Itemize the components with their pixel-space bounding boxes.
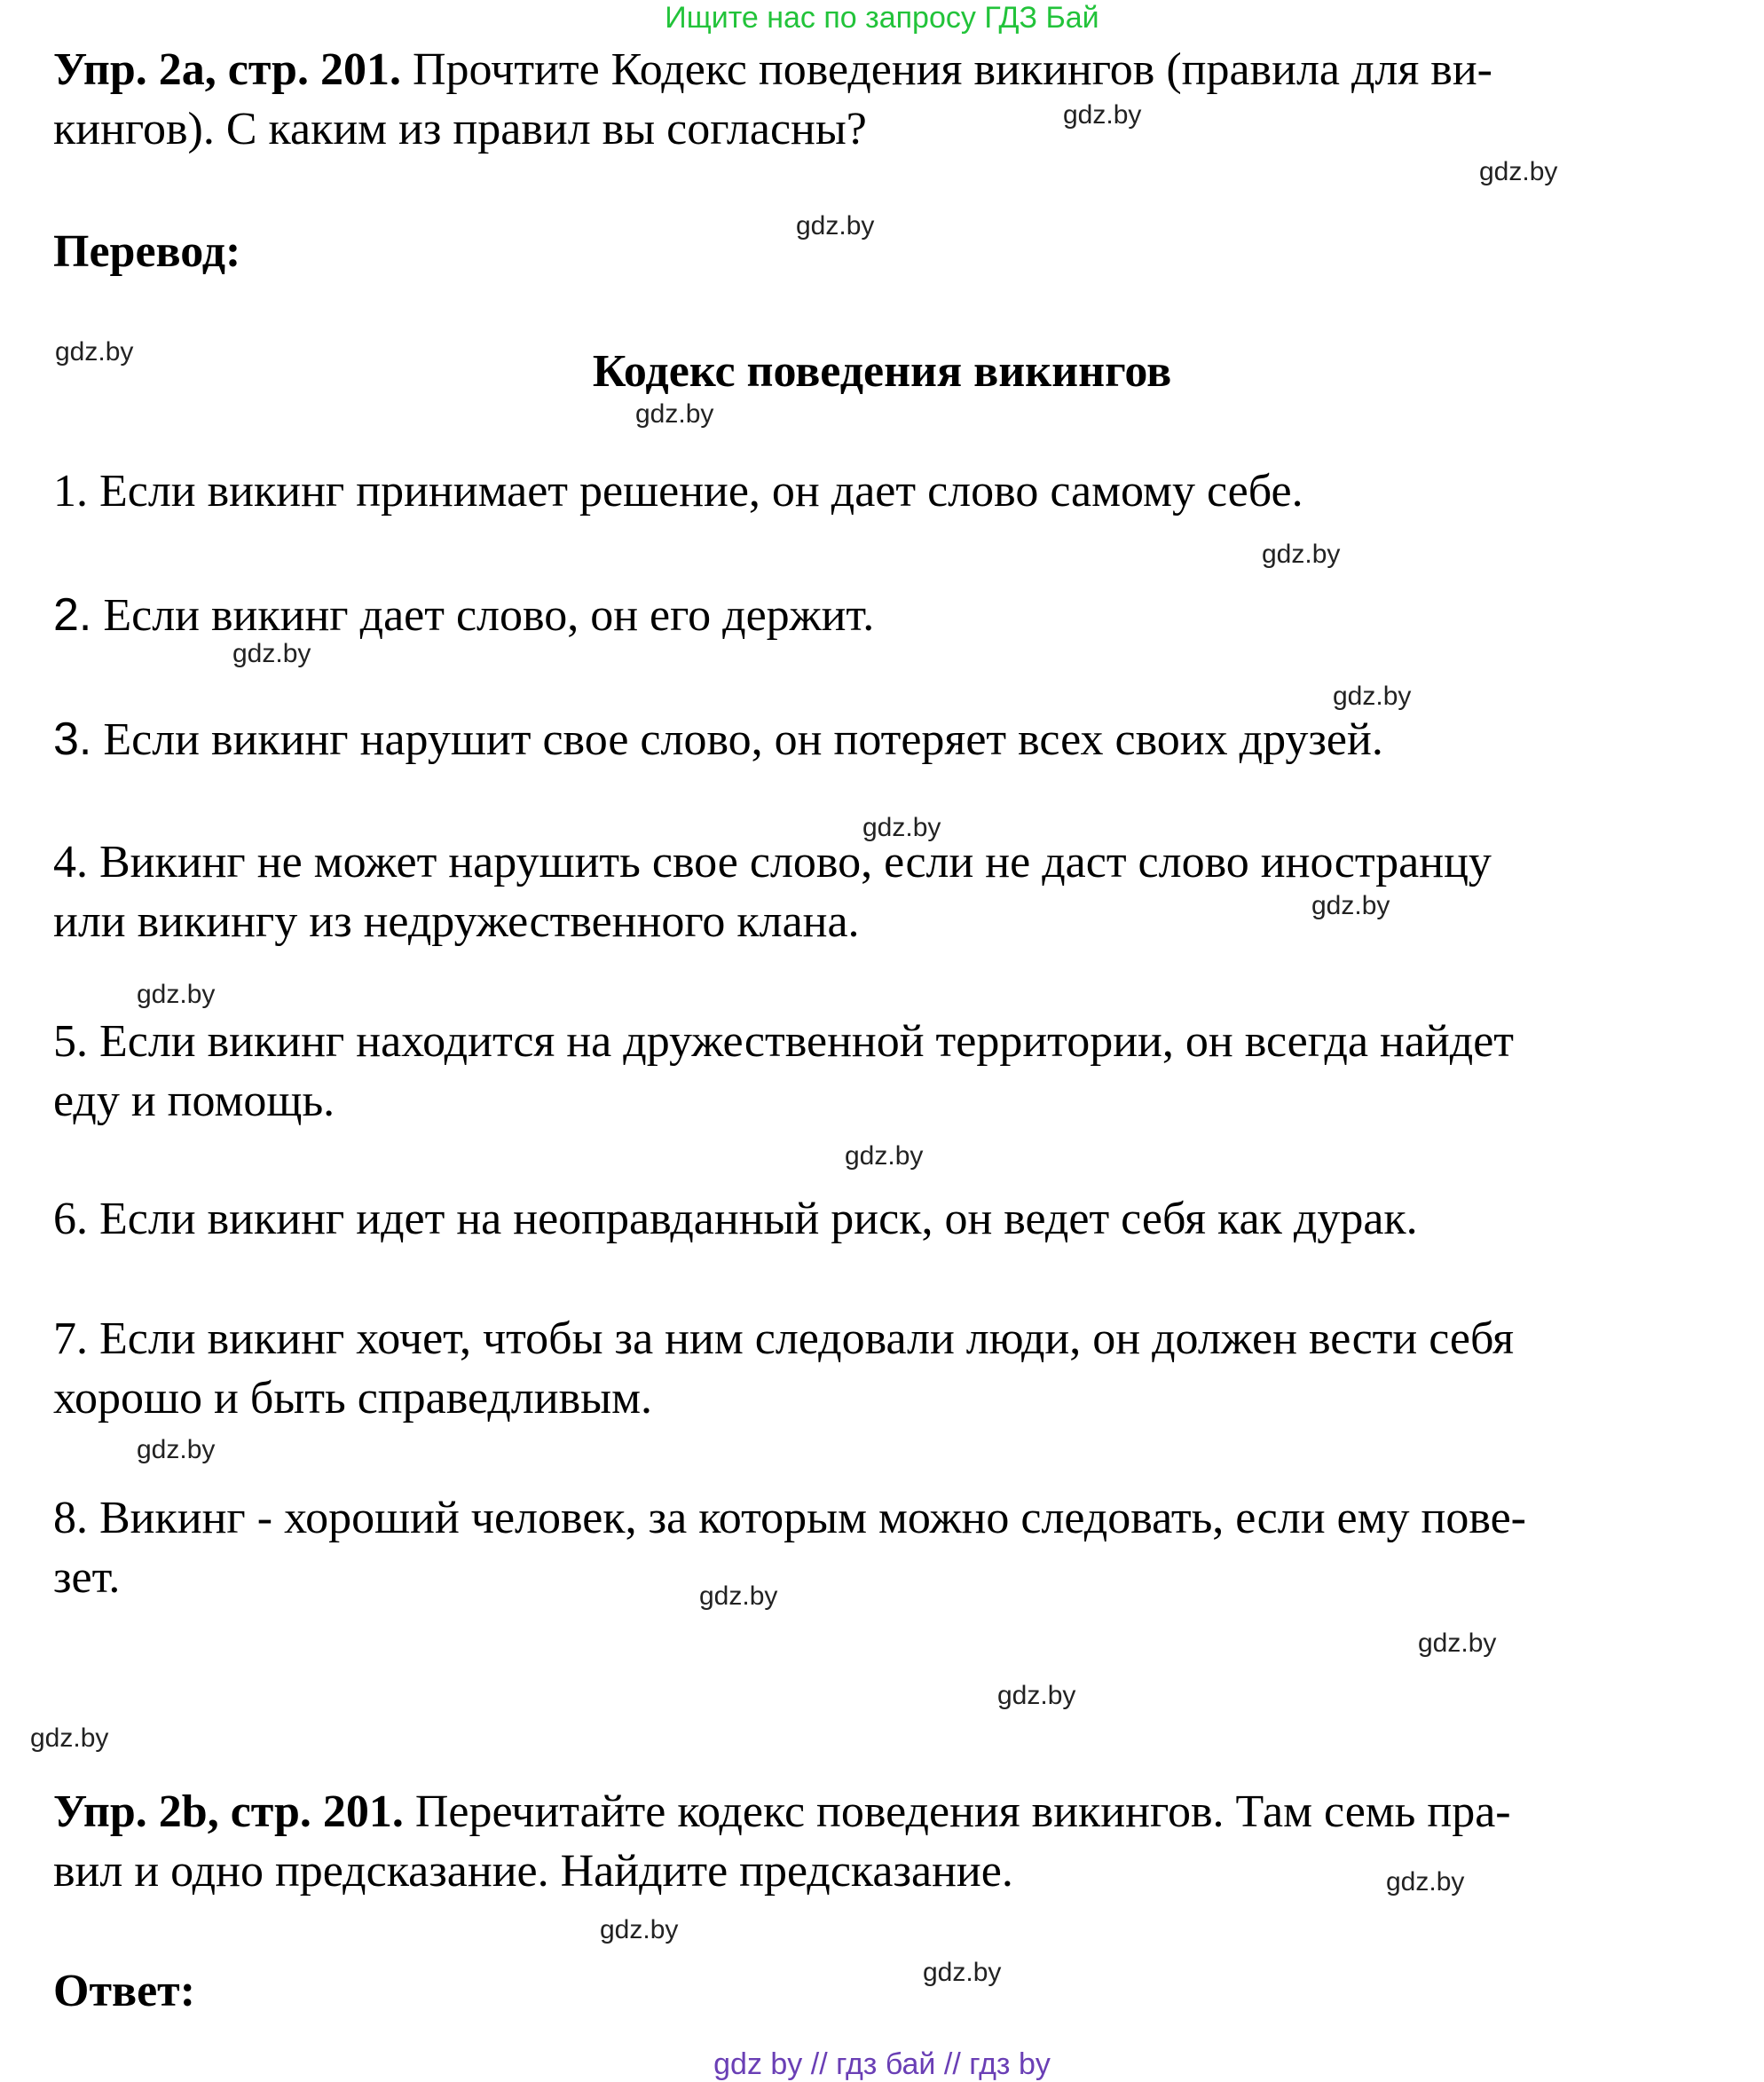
watermark: gdz.by: [30, 1723, 109, 1753]
answer-heading: Ответ:: [53, 1966, 196, 2016]
watermark: gdz.by: [137, 980, 216, 1009]
code-title: Кодекс поведения викингов: [592, 346, 1172, 397]
rule-text: Викинг не может нарушить свое слово, если не даст слово иностранцу: [88, 837, 1492, 887]
rule-6: [53, 1189, 1739, 1249]
exercise-2a-label: Упр. 2a, стр. 201.: [53, 44, 401, 95]
rule-1: [53, 461, 1739, 521]
footer-links: gdz by // гдз бай // гдз by: [713, 2047, 1051, 2081]
rule-text: Если викинг находится на дружественной территории, он всегда найдет: [88, 1016, 1515, 1067]
rule-3: [53, 710, 1739, 769]
watermark: gdz.by: [1262, 540, 1341, 569]
rule-text: Если викинг дает слово, он его держит.: [91, 590, 875, 641]
rule-7-line-1: [53, 1309, 1739, 1368]
exercise-2a-prompt-part-1: Прочтите Кодекс поведения викингов (правила для ви-: [400, 44, 1492, 95]
top-search-banner: Ищите нас по запросу ГДЗ Бай: [665, 1, 1099, 35]
rule-text: Если викинг идет на неоправданный риск, он ведет себя как дурак.: [88, 1194, 1418, 1244]
watermark: gdz.by: [137, 1435, 216, 1464]
rule-number: 4.: [53, 837, 88, 887]
rule-8-line-1: [53, 1488, 1739, 1548]
watermark: gdz.by: [1386, 1867, 1465, 1897]
watermark: gdz.by: [232, 639, 311, 668]
rule-text: Если викинг принимает решение, он дает слово самому себе.: [88, 466, 1303, 517]
exercise-2a-line-2: кингов). С каким из правил вы согласны?: [53, 104, 867, 154]
rule-number: 3.: [53, 714, 92, 765]
watermark: gdz.by: [699, 1581, 778, 1611]
rule-number: 7.: [53, 1313, 88, 1364]
exercise-2b-line-1: [53, 1782, 1739, 1841]
watermark: gdz.by: [635, 399, 714, 429]
exercise-2b-prompt-part-1: Перечитайте кодекс поведения викингов. Там семь пра-: [403, 1786, 1511, 1837]
exercise-2b-label: Упр. 2b, стр. 201.: [53, 1786, 404, 1837]
watermark: gdz.by: [997, 1681, 1076, 1710]
rule-text: Если викинг хочет, чтобы за ним следовали люди, он должен вести себя: [88, 1313, 1515, 1364]
watermark: gdz.by: [862, 813, 941, 842]
watermark: gdz.by: [796, 211, 875, 241]
rule-text: Если викинг нарушит свое слово, он потеряет всех своих друзей.: [91, 714, 1383, 765]
watermark: gdz.by: [923, 1958, 1002, 1987]
watermark: gdz.by: [1418, 1629, 1497, 1658]
translation-heading: Перевод:: [53, 226, 241, 277]
rule-number: 5.: [53, 1016, 88, 1067]
rule-text: Викинг - хороший человек, за которым можно следовать, если ему пове-: [88, 1493, 1526, 1543]
rule-4-line-2: или викингу из недружественного клана.: [53, 896, 860, 947]
rule-number: 1.: [53, 466, 88, 517]
watermark: gdz.by: [55, 337, 134, 367]
watermark: gdz.by: [845, 1141, 924, 1171]
watermark: gdz.by: [1479, 157, 1558, 186]
watermark: gdz.by: [600, 1915, 679, 1944]
rule-number: 8.: [53, 1493, 88, 1543]
rule-number: 6.: [53, 1194, 88, 1244]
rule-8-line-2: зет.: [53, 1552, 121, 1603]
rule-7-line-2: хорошо и быть справедливым.: [53, 1373, 652, 1423]
rule-2: [53, 586, 1739, 645]
rule-5-line-2: еду и помощь.: [53, 1076, 335, 1126]
watermark: gdz.by: [1311, 891, 1390, 920]
exercise-2b-line-2: вил и одно предсказание. Найдите предсказание.: [53, 1846, 1013, 1897]
rule-number: 2.: [53, 589, 92, 641]
exercise-2a-line-1: [53, 40, 1739, 99]
rule-5-line-1: [53, 1012, 1739, 1071]
watermark: gdz.by: [1063, 100, 1142, 130]
watermark: gdz.by: [1333, 682, 1412, 711]
